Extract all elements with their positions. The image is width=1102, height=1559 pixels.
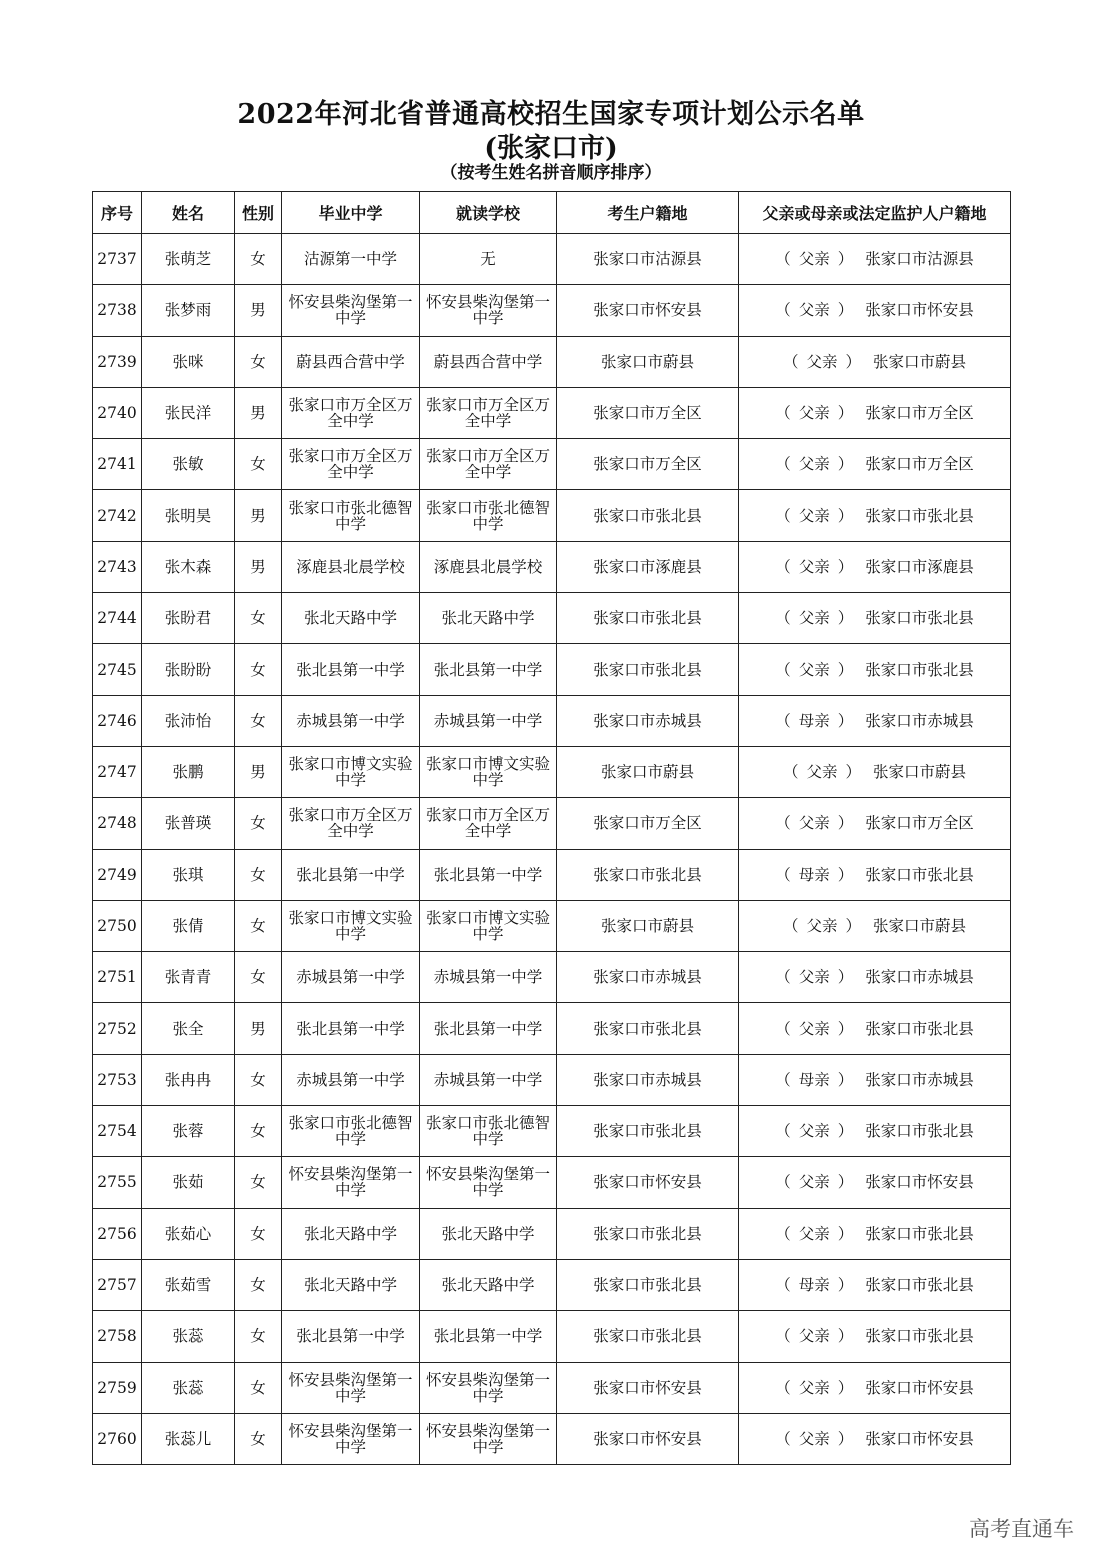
cell-seq: 2744	[93, 593, 142, 644]
cell-seq: 2753	[93, 1054, 142, 1105]
cell-grad-school: 张北县第一中学	[282, 1003, 420, 1054]
cell-guardian: （ 父亲 ） 张家口市张北县	[739, 1106, 1011, 1157]
guardian-hukou: 张家口市赤城县	[865, 1070, 974, 1089]
cell-current-school: 涿鹿县北晨学校	[420, 541, 557, 592]
table-header-row	[93, 192, 1011, 234]
cell-seq: 2749	[93, 849, 142, 900]
cell-name: 张盼君	[142, 593, 235, 644]
cell-gender: 女	[235, 1157, 282, 1208]
cell-grad-school: 张北天路中学	[282, 593, 420, 644]
table-row	[93, 1311, 1011, 1362]
cell-seq: 2756	[93, 1208, 142, 1259]
guardian-hukou: 张家口市蔚县	[873, 763, 967, 782]
cell-guardian: （ 父亲 ） 张家口市张北县	[739, 593, 1011, 644]
header-grad-school: 毕业中学	[282, 192, 420, 234]
cell-grad-school: 张家口市万全区万全中学	[282, 439, 420, 490]
cell-name: 张明昊	[142, 490, 235, 541]
guardian-relation: 父亲	[798, 1378, 830, 1397]
cell-current-school: 张家口市博文实验中学	[420, 900, 557, 951]
cell-hukou: 张家口市万全区	[557, 439, 739, 490]
table-row	[93, 1106, 1011, 1157]
cell-guardian: （ 父亲 ） 张家口市张北县	[739, 644, 1011, 695]
table-row	[93, 439, 1011, 490]
student-list-table	[92, 191, 1011, 1465]
guardian-hukou: 张家口市赤城县	[865, 968, 974, 987]
table-row	[93, 1413, 1011, 1464]
cell-grad-school: 张北县第一中学	[282, 1311, 420, 1362]
cell-guardian: （ 父亲 ） 张家口市怀安县	[739, 1362, 1011, 1413]
cell-guardian: （ 父亲 ） 张家口市万全区	[739, 387, 1011, 438]
table-row	[93, 798, 1011, 849]
cell-name: 张沛怡	[142, 695, 235, 746]
guardian-hukou: 张家口市张北县	[865, 1019, 974, 1038]
cell-gender: 女	[235, 1413, 282, 1464]
guardian-relation: 父亲	[806, 763, 838, 782]
table-row	[93, 234, 1011, 285]
cell-gender: 女	[235, 952, 282, 1003]
cell-hukou: 张家口市万全区	[557, 387, 739, 438]
cell-gender: 女	[235, 336, 282, 387]
cell-current-school: 张北县第一中学	[420, 1311, 557, 1362]
cell-current-school: 赤城县第一中学	[420, 695, 557, 746]
cell-gender: 女	[235, 849, 282, 900]
table-row	[93, 746, 1011, 797]
cell-current-school: 张北天路中学	[420, 593, 557, 644]
guardian-relation: 父亲	[798, 404, 830, 423]
cell-gender: 女	[235, 234, 282, 285]
cell-name: 张普瑛	[142, 798, 235, 849]
cell-gender: 女	[235, 695, 282, 746]
guardian-relation: 母亲	[798, 1070, 830, 1089]
guardian-relation: 父亲	[798, 250, 830, 269]
header-hukou: 考生户籍地	[557, 192, 739, 234]
cell-current-school: 赤城县第一中学	[420, 1054, 557, 1105]
header-seq: 序号	[93, 192, 142, 234]
cell-guardian: （ 父亲 ） 张家口市万全区	[739, 439, 1011, 490]
cell-hukou: 张家口市怀安县	[557, 285, 739, 336]
cell-seq: 2737	[93, 234, 142, 285]
cell-current-school: 怀安县柴沟堡第一中学	[420, 1362, 557, 1413]
cell-hukou: 张家口市蔚县	[557, 900, 739, 951]
guardian-relation: 母亲	[798, 711, 830, 730]
cell-gender: 男	[235, 1003, 282, 1054]
table-row	[93, 900, 1011, 951]
cell-name: 张咪	[142, 336, 235, 387]
cell-gender: 女	[235, 900, 282, 951]
cell-grad-school: 张家口市万全区万全中学	[282, 798, 420, 849]
table-row	[93, 1054, 1011, 1105]
cell-guardian: （ 父亲 ） 张家口市赤城县	[739, 952, 1011, 1003]
cell-hukou: 张家口市张北县	[557, 1259, 739, 1310]
cell-hukou: 张家口市涿鹿县	[557, 541, 739, 592]
cell-guardian: （ 父亲 ） 张家口市蔚县	[739, 746, 1011, 797]
cell-current-school: 怀安县柴沟堡第一中学	[420, 1413, 557, 1464]
cell-current-school: 蔚县西合营中学	[420, 336, 557, 387]
cell-name: 张冉冉	[142, 1054, 235, 1105]
page-title: 2022年河北省普通高校招生国家专项计划公示名单	[237, 99, 865, 130]
cell-name: 张蕊	[142, 1311, 235, 1362]
guardian-relation: 父亲	[798, 506, 830, 525]
guardian-relation: 父亲	[798, 557, 830, 576]
cell-seq: 2741	[93, 439, 142, 490]
cell-grad-school: 赤城县第一中学	[282, 952, 420, 1003]
cell-seq: 2760	[93, 1413, 142, 1464]
guardian-hukou: 张家口市万全区	[865, 404, 974, 423]
cell-hukou: 张家口市张北县	[557, 1311, 739, 1362]
guardian-hukou: 张家口市怀安县	[865, 1378, 974, 1397]
cell-hukou: 张家口市张北县	[557, 849, 739, 900]
cell-seq: 2743	[93, 541, 142, 592]
cell-seq: 2758	[93, 1311, 142, 1362]
table-row	[93, 1259, 1011, 1310]
cell-gender: 女	[235, 593, 282, 644]
cell-gender: 男	[235, 541, 282, 592]
cell-hukou: 张家口市张北县	[557, 1003, 739, 1054]
guardian-relation: 父亲	[798, 301, 830, 320]
guardian-relation: 父亲	[806, 352, 838, 371]
cell-grad-school: 张家口市博文实验中学	[282, 900, 420, 951]
cell-hukou: 张家口市张北县	[557, 490, 739, 541]
guardian-hukou: 张家口市沽源县	[865, 250, 974, 269]
cell-seq: 2750	[93, 900, 142, 951]
table-row	[93, 952, 1011, 1003]
cell-name: 张蓉	[142, 1106, 235, 1157]
cell-gender: 女	[235, 798, 282, 849]
cell-seq: 2739	[93, 336, 142, 387]
guardian-hukou: 张家口市蔚县	[873, 917, 967, 935]
table-row	[93, 490, 1011, 541]
cell-hukou: 张家口市万全区	[557, 798, 739, 849]
guardian-hukou: 张家口市张北县	[865, 506, 974, 525]
cell-gender: 女	[235, 1362, 282, 1413]
cell-current-school: 张北县第一中学	[420, 1003, 557, 1054]
cell-hukou: 张家口市赤城县	[557, 952, 739, 1003]
cell-name: 张全	[142, 1003, 235, 1054]
header-gender: 性别	[235, 192, 282, 234]
cell-gender: 男	[235, 285, 282, 336]
cell-hukou: 张家口市赤城县	[557, 695, 739, 746]
table-row	[93, 644, 1011, 695]
guardian-relation: 父亲	[798, 1173, 830, 1192]
cell-gender: 男	[235, 387, 282, 438]
cell-hukou: 张家口市赤城县	[557, 1054, 739, 1105]
cell-current-school: 张家口市张北德智中学	[420, 1106, 557, 1157]
table-row	[93, 387, 1011, 438]
guardian-hukou: 张家口市张北县	[865, 1122, 974, 1141]
guardian-hukou: 张家口市张北县	[865, 660, 974, 679]
guardian-hukou: 张家口市张北县	[865, 1224, 974, 1243]
page-subtitle: (张家口市)	[484, 133, 618, 164]
cell-grad-school: 涿鹿县北晨学校	[282, 541, 420, 592]
cell-grad-school: 张家口市万全区万全中学	[282, 387, 420, 438]
table-row	[93, 1003, 1011, 1054]
cell-guardian: （ 父亲 ） 张家口市怀安县	[739, 1157, 1011, 1208]
cell-name: 张茹	[142, 1157, 235, 1208]
guardian-hukou: 张家口市赤城县	[865, 711, 974, 730]
guardian-relation: 母亲	[798, 1276, 830, 1295]
cell-seq: 2751	[93, 952, 142, 1003]
cell-current-school: 张家口市万全区万全中学	[420, 798, 557, 849]
cell-guardian: （ 母亲 ） 张家口市赤城县	[739, 695, 1011, 746]
guardian-relation: 父亲	[798, 455, 830, 474]
cell-grad-school: 怀安县柴沟堡第一中学	[282, 1362, 420, 1413]
cell-hukou: 张家口市张北县	[557, 644, 739, 695]
table-row	[93, 849, 1011, 900]
cell-hukou: 张家口市沽源县	[557, 234, 739, 285]
cell-guardian: （ 母亲 ） 张家口市张北县	[739, 849, 1011, 900]
cell-seq: 2747	[93, 746, 142, 797]
cell-guardian: （ 父亲 ） 张家口市张北县	[739, 1208, 1011, 1259]
cell-hukou: 张家口市怀安县	[557, 1157, 739, 1208]
cell-guardian: （ 父亲 ） 张家口市万全区	[739, 798, 1011, 849]
cell-grad-school: 蔚县西合营中学	[282, 336, 420, 387]
guardian-hukou: 张家口市蔚县	[873, 352, 967, 371]
cell-grad-school: 赤城县第一中学	[282, 1054, 420, 1105]
guardian-hukou: 张家口市万全区	[865, 455, 974, 474]
guardian-relation: 父亲	[798, 968, 830, 987]
sort-note: （按考生姓名拼音顺序排序）	[440, 163, 662, 183]
cell-current-school: 赤城县第一中学	[420, 952, 557, 1003]
cell-gender: 女	[235, 439, 282, 490]
cell-name: 张鹏	[142, 746, 235, 797]
cell-current-school: 张家口市博文实验中学	[420, 746, 557, 797]
cell-gender: 女	[235, 1208, 282, 1259]
cell-hukou: 张家口市怀安县	[557, 1362, 739, 1413]
table-row	[93, 1208, 1011, 1259]
cell-guardian: （ 父亲 ） 张家口市蔚县	[739, 336, 1011, 387]
cell-hukou: 张家口市蔚县	[557, 336, 739, 387]
cell-grad-school: 沽源第一中学	[282, 234, 420, 285]
cell-guardian: （ 父亲 ） 张家口市涿鹿县	[739, 541, 1011, 592]
cell-seq: 2745	[93, 644, 142, 695]
cell-grad-school: 怀安县柴沟堡第一中学	[282, 285, 420, 336]
cell-seq: 2748	[93, 798, 142, 849]
guardian-relation: 母亲	[798, 865, 830, 884]
guardian-hukou: 张家口市张北县	[865, 1276, 974, 1295]
cell-gender: 女	[235, 1054, 282, 1105]
guardian-relation: 父亲	[798, 660, 830, 679]
cell-gender: 女	[235, 644, 282, 695]
cell-grad-school: 怀安县柴沟堡第一中学	[282, 1413, 420, 1464]
header-current-school: 就读学校	[420, 192, 557, 234]
cell-hukou: 张家口市张北县	[557, 1208, 739, 1259]
cell-seq: 2738	[93, 285, 142, 336]
cell-hukou: 张家口市张北县	[557, 1106, 739, 1157]
cell-guardian: （ 父亲 ） 张家口市蔚县	[739, 900, 1011, 951]
cell-grad-school: 赤城县第一中学	[282, 695, 420, 746]
cell-grad-school: 怀安县柴沟堡第一中学	[282, 1157, 420, 1208]
cell-grad-school: 张北县第一中学	[282, 644, 420, 695]
table-row	[93, 1157, 1011, 1208]
cell-name: 张木森	[142, 541, 235, 592]
cell-gender: 男	[235, 746, 282, 797]
cell-current-school: 怀安县柴沟堡第一中学	[420, 1157, 557, 1208]
cell-name: 张倩	[142, 900, 235, 951]
guardian-hukou: 张家口市张北县	[865, 865, 974, 884]
guardian-relation: 父亲	[806, 917, 838, 935]
cell-current-school: 怀安县柴沟堡第一中学	[420, 285, 557, 336]
cell-seq: 2754	[93, 1106, 142, 1157]
cell-current-school: 张北天路中学	[420, 1208, 557, 1259]
table-row	[93, 593, 1011, 644]
cell-seq: 2740	[93, 387, 142, 438]
guardian-hukou: 张家口市怀安县	[865, 1173, 974, 1192]
guardian-hukou: 张家口市涿鹿县	[865, 557, 974, 576]
cell-seq: 2752	[93, 1003, 142, 1054]
cell-name: 张敏	[142, 439, 235, 490]
cell-current-school: 张北天路中学	[420, 1259, 557, 1310]
cell-gender: 女	[235, 1311, 282, 1362]
guardian-relation: 父亲	[798, 1429, 830, 1448]
cell-current-school: 张家口市万全区万全中学	[420, 439, 557, 490]
cell-grad-school: 张北天路中学	[282, 1259, 420, 1310]
guardian-relation: 父亲	[798, 609, 830, 628]
guardian-hukou: 张家口市张北县	[865, 609, 974, 628]
cell-guardian: （ 母亲 ） 张家口市赤城县	[739, 1054, 1011, 1105]
cell-name: 张青青	[142, 952, 235, 1003]
table-row	[93, 285, 1011, 336]
cell-name: 张茹雪	[142, 1259, 235, 1310]
cell-name: 张民洋	[142, 387, 235, 438]
cell-gender: 男	[235, 490, 282, 541]
cell-guardian: （ 父亲 ） 张家口市沽源县	[739, 234, 1011, 285]
cell-guardian: （ 父亲 ） 张家口市张北县	[739, 490, 1011, 541]
cell-seq: 2746	[93, 695, 142, 746]
cell-seq: 2742	[93, 490, 142, 541]
cell-gender: 女	[235, 1259, 282, 1310]
cell-hukou: 张家口市怀安县	[557, 1413, 739, 1464]
cell-hukou: 张家口市蔚县	[557, 746, 739, 797]
guardian-relation: 父亲	[798, 1122, 830, 1141]
cell-gender: 女	[235, 1106, 282, 1157]
cell-guardian: （ 母亲 ） 张家口市张北县	[739, 1259, 1011, 1310]
cell-grad-school: 张家口市博文实验中学	[282, 746, 420, 797]
cell-name: 张萌芝	[142, 234, 235, 285]
cell-grad-school: 张家口市张北德智中学	[282, 1106, 420, 1157]
guardian-relation: 父亲	[798, 1327, 830, 1346]
table-row	[93, 695, 1011, 746]
cell-name: 张茹心	[142, 1208, 235, 1259]
guardian-hukou: 张家口市怀安县	[865, 1429, 974, 1448]
cell-current-school: 张家口市万全区万全中学	[420, 387, 557, 438]
cell-name: 张蕊儿	[142, 1413, 235, 1464]
table-row	[93, 1362, 1011, 1413]
cell-hukou: 张家口市张北县	[557, 593, 739, 644]
cell-current-school: 张北县第一中学	[420, 849, 557, 900]
guardian-hukou: 张家口市怀安县	[865, 301, 974, 320]
cell-grad-school: 张北天路中学	[282, 1208, 420, 1259]
guardian-hukou: 张家口市万全区	[865, 814, 974, 833]
guardian-relation: 父亲	[798, 814, 830, 833]
cell-seq: 2755	[93, 1157, 142, 1208]
cell-seq: 2757	[93, 1259, 142, 1310]
cell-current-school: 无	[420, 234, 557, 285]
cell-seq: 2759	[93, 1362, 142, 1413]
table-row	[93, 336, 1011, 387]
guardian-hukou: 张家口市张北县	[865, 1327, 974, 1346]
table-row	[93, 541, 1011, 592]
cell-name: 张盼盼	[142, 644, 235, 695]
watermark: 高考直通车	[969, 1517, 1074, 1541]
cell-name: 张琪	[142, 849, 235, 900]
guardian-relation: 父亲	[798, 1224, 830, 1243]
cell-grad-school: 张北县第一中学	[282, 849, 420, 900]
cell-current-school: 张家口市张北德智中学	[420, 490, 557, 541]
cell-name: 张梦雨	[142, 285, 235, 336]
cell-guardian: （ 父亲 ） 张家口市张北县	[739, 1311, 1011, 1362]
cell-grad-school: 张家口市张北德智中学	[282, 490, 420, 541]
cell-current-school: 张北县第一中学	[420, 644, 557, 695]
cell-guardian: （ 父亲 ） 张家口市怀安县	[739, 1413, 1011, 1464]
header-name: 姓名	[142, 192, 235, 234]
cell-guardian: （ 父亲 ） 张家口市张北县	[739, 1003, 1011, 1054]
cell-guardian: （ 父亲 ） 张家口市怀安县	[739, 285, 1011, 336]
cell-name: 张蕊	[142, 1362, 235, 1413]
guardian-relation: 父亲	[798, 1019, 830, 1038]
header-guardian-hukou: 父亲或母亲或法定监护人户籍地	[739, 192, 1011, 234]
